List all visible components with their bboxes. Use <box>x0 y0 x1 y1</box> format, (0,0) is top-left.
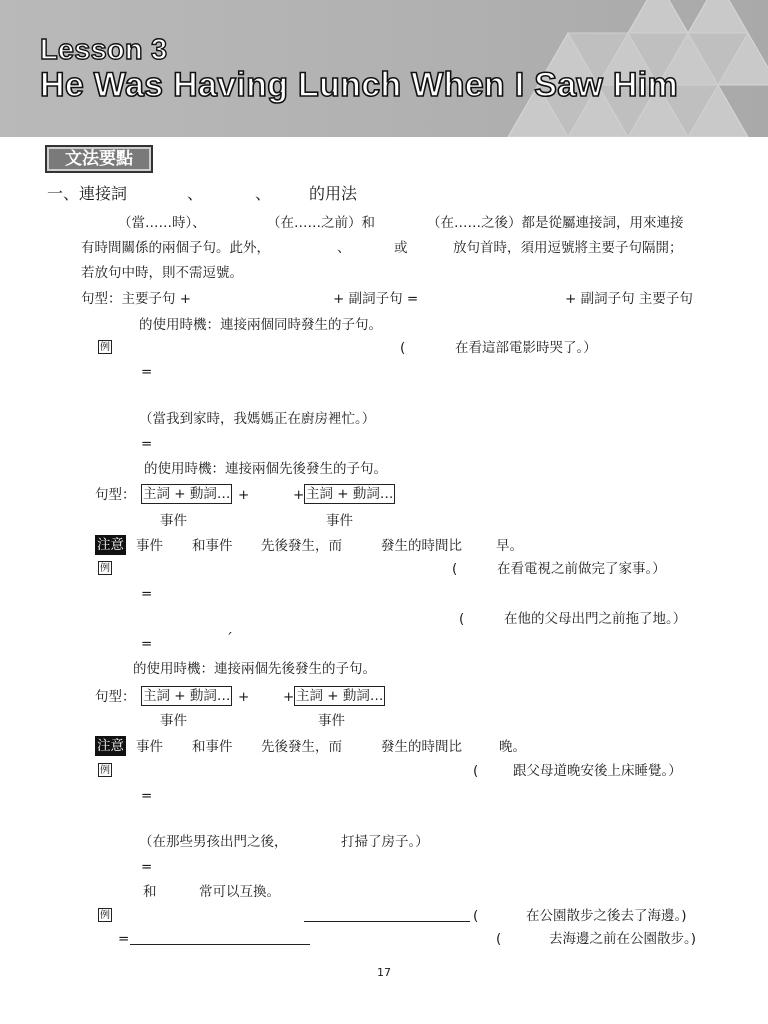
heading-tail: 的用法 <box>309 184 358 203</box>
note-text: 晚。 <box>499 739 526 755</box>
event-label: 事件 <box>318 713 345 729</box>
example-mark: 例 <box>100 563 110 574</box>
example-translation-open: ( <box>459 611 465 627</box>
intro-text: 、 <box>337 240 351 256</box>
equals-sign: = <box>141 636 153 652</box>
note-text: 事件 <box>136 538 163 554</box>
example-translation: 在看這部電影時哭了。） <box>455 340 597 356</box>
example-mark: 例 <box>100 910 110 921</box>
grammar-points-tag <box>45 145 153 173</box>
comma-mark: ˊ <box>226 631 233 647</box>
note-text: 發生的時間比 <box>381 538 462 554</box>
example-translation-open: ( <box>452 561 458 577</box>
intro-text: （在……之後）都是從屬連接詞，用來連接 <box>427 215 684 231</box>
heading-separator: 、 <box>255 184 272 203</box>
lesson-banner <box>0 0 768 137</box>
heading-separator: 、 <box>187 184 204 203</box>
before-usage: 的使用時機：連接兩個先後發生的子句。 <box>144 461 387 477</box>
plus-sign: + <box>283 689 295 705</box>
blank-line <box>304 921 470 922</box>
example-translation: 打掃了房子。） <box>341 834 429 850</box>
example-translation-open: ( <box>496 931 502 947</box>
pattern-label: 句型： <box>95 487 136 503</box>
equals-sign: = <box>141 436 153 452</box>
event-label: 事件 <box>160 713 187 729</box>
clause-box: 主詞 + 動詞… <box>143 688 231 704</box>
intro-text: 或 <box>394 240 408 256</box>
lesson-number: Lesson 3 <box>40 34 168 66</box>
note-text: 事件 <box>136 739 163 755</box>
pattern-label: 句型：主要子句 + <box>81 291 192 307</box>
example-translation-open: ( <box>473 763 479 779</box>
clause-box: 主詞 + 動詞… <box>306 486 394 502</box>
intro-text: （在……之前）和 <box>267 215 375 231</box>
example-translation: 去海邊之前在公園散步。) <box>549 931 697 947</box>
blank-line <box>130 944 310 945</box>
plus-sign: + <box>293 487 305 503</box>
clause-box: 主詞 + 動詞… <box>143 486 231 502</box>
equals-sign: = <box>141 788 153 804</box>
example-translation-open: ( <box>473 908 479 924</box>
interchange-text: 和 <box>143 884 157 900</box>
after-usage: 的使用時機：連接兩個先後發生的子句。 <box>133 661 376 677</box>
equals-sign: = <box>141 859 153 875</box>
intro-text: 有時間關係的兩個子句。此外， <box>81 240 270 256</box>
equals-sign: = <box>141 586 153 602</box>
plus-sign: + <box>238 689 250 705</box>
equals-sign: = <box>141 364 153 380</box>
note-text: 發生的時間比 <box>381 739 462 755</box>
intro-text: （當……時）、 <box>118 215 206 231</box>
pattern-text: + 副詞子句 主要子句 <box>565 291 693 307</box>
note-text: 早。 <box>496 538 523 554</box>
example-translation-open: ( <box>400 340 406 356</box>
example-mark: 例 <box>100 765 110 776</box>
pattern-label: 句型： <box>95 689 136 705</box>
event-label: 事件 <box>160 513 187 529</box>
example-translation: 在看電視之前做完了家事。） <box>497 561 666 577</box>
intro-text: 放句首時，須用逗號將主要子句隔開； <box>453 240 683 256</box>
intro-text: 若放句中時，則不需逗號。 <box>81 265 243 281</box>
interchange-text: 常可以互換。 <box>199 884 280 900</box>
note-text: 先後發生，而 <box>261 739 342 755</box>
note-text: 和事件 <box>192 739 233 755</box>
example-translation: （當我到家時，我媽媽正在廚房裡忙。） <box>139 411 376 427</box>
note-tag: 注意 <box>97 738 124 754</box>
equals-sign: = <box>118 931 130 947</box>
clause-box: 主詞 + 動詞… <box>296 688 384 704</box>
example-translation: 跟父母道晚安後上床睡覺。） <box>513 763 682 779</box>
note-text: 先後發生，而 <box>261 538 342 554</box>
plus-sign: + <box>238 487 250 503</box>
event-label: 事件 <box>326 513 353 529</box>
lesson-title: He Was Having Lunch When I Saw Him <box>40 66 679 104</box>
grammar-points-label: 文法要點 <box>49 149 149 169</box>
example-mark: 例 <box>100 342 110 353</box>
example-translation: （在那些男孩出門之後， <box>139 834 288 850</box>
example-translation: 在他的父母出門之前拖了地。） <box>504 611 687 627</box>
pattern-text: + 副詞子句 = <box>333 291 419 307</box>
example-translation: 在公園散步之後去了海邊。) <box>526 908 687 924</box>
section-heading: 一、連接詞 <box>47 184 128 203</box>
when-usage: 的使用時機：連接兩個同時發生的子句。 <box>139 317 382 333</box>
page-number: 17 <box>377 966 391 979</box>
note-text: 和事件 <box>192 538 233 554</box>
note-tag: 注意 <box>97 537 124 553</box>
